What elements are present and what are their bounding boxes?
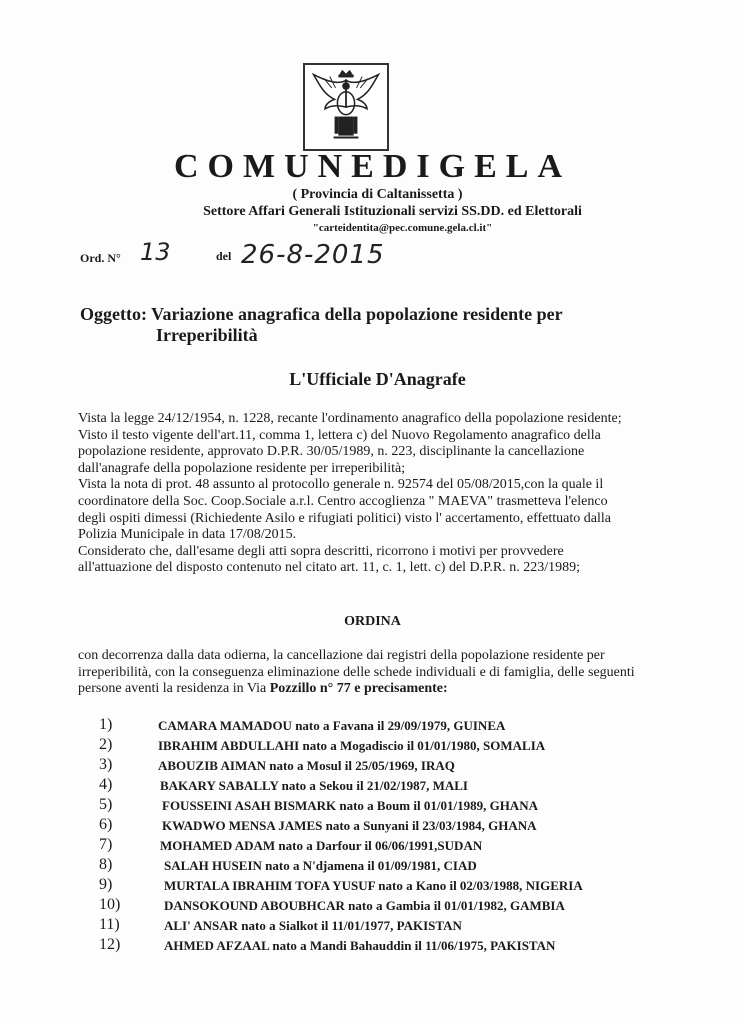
list-item: [0, 896, 745, 916]
list-item-text: KWADWO MENSA JAMES nato a Sunyani il 23/03/1984, GHANA: [162, 818, 537, 833]
list-item: [0, 936, 745, 956]
subject-line-2: Irreperibilità: [156, 325, 258, 345]
preamble-line: Considerato che, dall'esame degli atti sopra descritti, ricorrono i motivi per provvedere: [78, 543, 564, 559]
list-item-number: 6): [99, 816, 113, 833]
order-number-handwritten: 13: [140, 238, 171, 266]
list-item-number: 2): [99, 736, 113, 753]
date-label: del: [216, 249, 232, 263]
preamble-line: popolazione residente, approvato D.P.R. 30/05/1989, n. 223, disciplinante la cancellazione: [78, 444, 585, 460]
list-item-number: 10): [99, 896, 121, 913]
list-item: [0, 876, 745, 896]
list-item: [0, 836, 745, 856]
list-item-number: 5): [99, 796, 113, 813]
preamble-line: Visto il testo vigente dell'art.11, comma 1, lettera c) del Nuovo Regolamento anagrafico della: [78, 427, 601, 443]
order-line-address: Pozzillo n° 77 e precisamente:: [269, 681, 448, 697]
subject-heading: [80, 304, 640, 346]
list-item-number: 7): [99, 836, 113, 853]
list-item-number: 8): [99, 856, 113, 873]
list-item-text: FOUSSEINI ASAH BISMARK nato a Boum il 01/01/1989, GHANA: [162, 798, 538, 813]
preamble-line: Vista la nota di prot. 48 assunto al protocollo generale n. 92574 del 05/08/2015,con la quale il: [78, 477, 604, 493]
list-item-text: CAMARA MAMADOU nato a Favana il 29/09/1979, GUINEA: [158, 718, 506, 733]
order-line: [78, 681, 678, 698]
list-item-text: AHMED AFZAAL nato a Mandi Bahauddin il 11/06/1975, PAKISTAN: [164, 938, 556, 953]
preamble-line: coordinatore della Soc. Coop.Sociale a.r.l. Centro accoglienza " MAEVA" trasmetteva l'elenco: [78, 493, 608, 509]
list-item: [0, 736, 745, 756]
list-item: [0, 716, 745, 736]
ordina-heading: ORDINA: [344, 614, 401, 629]
order-number-label: Ord. N°: [80, 251, 121, 265]
list-item-number: 12): [99, 936, 121, 953]
list-item-text: SALAH HUSEIN nato a N'djamena il 01/09/1981, CIAD: [164, 858, 477, 873]
list-item-text: IBRAHIM ABDULLAHI nato a Mogadiscio il 01/01/1980, SOMALIA: [158, 738, 546, 753]
list-item: [0, 856, 745, 876]
preamble-line: all'attuazione del disposto contenuto nel citato art. 11, c. 1, lett. c) del D.P.R. n. 223/1989;: [78, 560, 581, 576]
province-line: ( Provincia di Caltanissetta ): [292, 187, 463, 202]
order-line: irreperibilità, con la conseguenza eliminazione delle schede individuali e di famiglia, delle seguenti: [78, 664, 635, 680]
subject-line-1: Oggetto: Variazione anagrafica della popolazione residente per: [80, 304, 563, 324]
list-item-text: MURTALA IBRAHIM TOFA YUSUF nato a Kano il 02/03/1988, NIGERIA: [164, 878, 583, 893]
list-item-number: 9): [99, 876, 113, 893]
city-emblem: [303, 63, 389, 151]
preamble-line: degli ospiti dimessi (Richiedente Asilo e rifugiati politici) visto l' accertamento, effettuato dalla: [78, 510, 611, 526]
order-line: con decorrenza dalla data odierna, la cancellazione dai registri della popolazione residente per: [78, 648, 605, 663]
list-item-text: ABOUZIB AIMAN nato a Mosul il 25/05/1969, IRAQ: [158, 758, 455, 773]
list-item: [0, 816, 745, 836]
department-line: Settore Affari Generali Istituzionali servizi SS.DD. ed Elettorali: [203, 204, 582, 219]
list-item: [0, 916, 745, 936]
list-item: [0, 756, 745, 776]
officer-title: L'Ufficiale D'Anagrafe: [289, 369, 466, 389]
preamble-line: dall'anagrafe della popolazione residente per irreperibilità;: [78, 460, 406, 476]
list-item-number: 3): [99, 756, 113, 773]
preamble-line: Polizia Municipale in data 17/08/2015.: [78, 527, 297, 543]
list-item-text: BAKARY SABALLY nato a Sekou il 21/02/1987, MALI: [160, 778, 468, 793]
municipality-name: COMUNEDIGELA: [173, 148, 572, 185]
eagle-crest-icon: [305, 65, 387, 149]
list-item-number: 11): [99, 916, 120, 933]
list-item-number: 4): [99, 776, 113, 793]
date-handwritten: 26-8-2015: [241, 240, 385, 270]
list-item-text: MOHAMED ADAM nato a Darfour il 06/06/1991,SUDAN: [160, 838, 483, 853]
preamble-line: Vista la legge 24/12/1954, n. 1228, recante l'ordinamento anagrafico della popolazione residente;: [78, 411, 622, 426]
list-item: [0, 796, 745, 816]
list-item-text: DANSOKOUND ABOUBHCAR nato a Gambia il 01/01/1982, GAMBIA: [164, 898, 565, 913]
list-item-number: 1): [99, 716, 113, 733]
email-line: "carteidentita@pec.comune.gela.cl.it": [312, 222, 493, 234]
list-item: [0, 776, 745, 796]
order-line-prefix: persone aventi la residenza in Via: [78, 681, 270, 697]
order-text: [78, 648, 678, 698]
preamble-text: [78, 411, 678, 577]
list-item-text: ALI' ANSAR nato a Sialkot il 11/01/1977, PAKISTAN: [164, 918, 462, 933]
